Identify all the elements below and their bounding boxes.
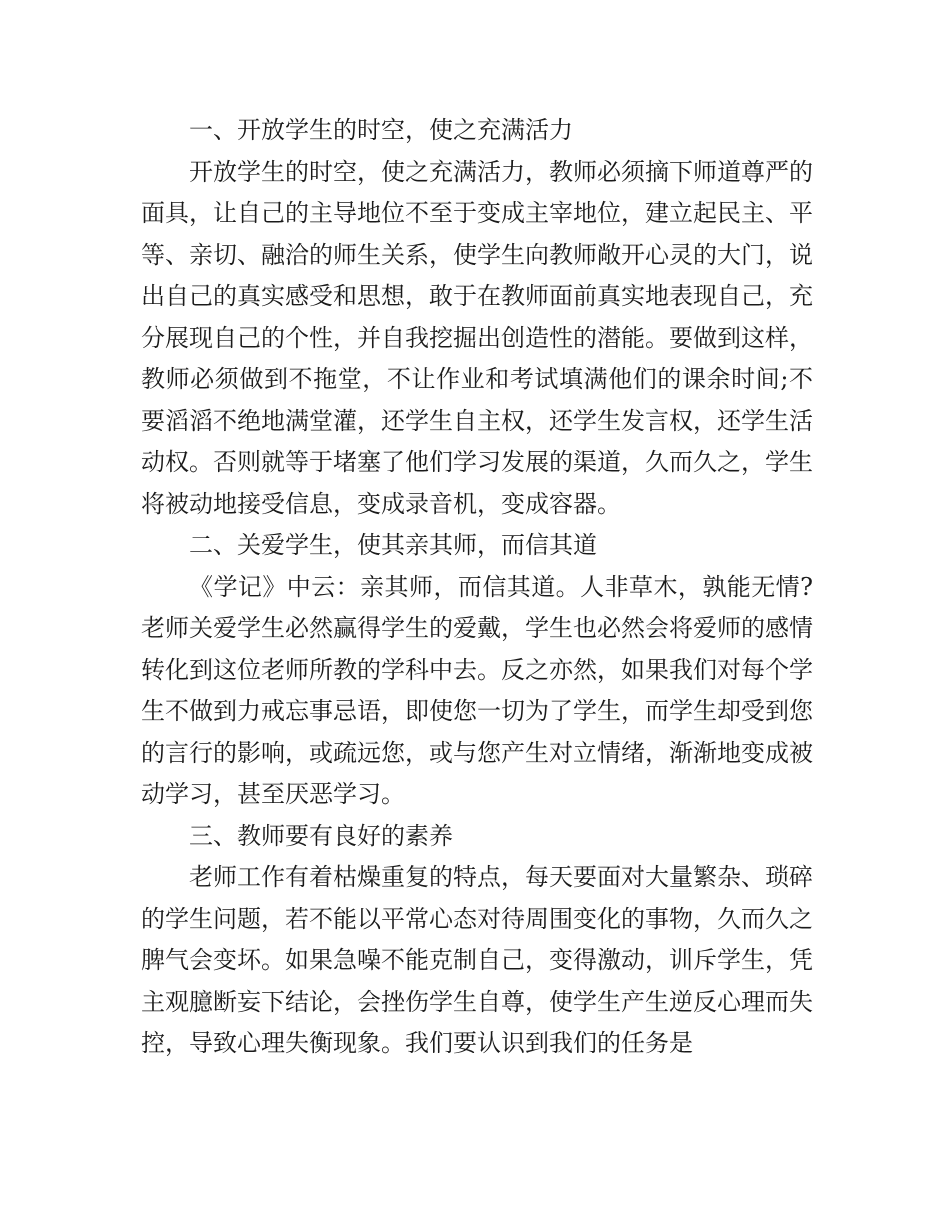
section-heading: 一、开放学生的时空，使之充满活力 — [189, 116, 573, 144]
section-paragraph: 老师工作有着枯燥重复的特点，每天要面对大量繁杂、琐碎的学生问题，若不能以平常心态对待周围变化的事物，久而久之脾气会变坏。如果急噪不能克制自己，变得激动，训斥学生，凭主观臆断妄下结论，会挫伤学生自尊，使学生产生逆反心理而失控，导致心理失衡现象。我们要认识到我们的任务是 — [141, 863, 813, 1057]
section-heading: 二、关爱学生，使其亲其师，而信其道 — [189, 531, 597, 559]
section-paragraph: 开放学生的时空，使之充满活力，教师必须摘下师道尊严的面具，让自己的主导地位不至于变成主宰地位，建立起民主、平等、亲切、融洽的师生关系，使学生向教师敞开心灵的大门，说出自己的真实感受和思想，敢于在教师面前真实地表现自己，充分展现自己的个性，并自我挖掘出创造性的潜能。要做到这样，教师必须做到不拖堂，不让作业和考试填满他们的课余时间;不要滔滔不绝地满堂灌，还学生自主权，还学生发言权，还学生活动权。否则就等于堵塞了他们学习发展的渠道，久而久之，学生将被动地接受信息，变成录音机，变成容器。 — [141, 157, 813, 518]
section-paragraph: 《学记》中云：亲其师，而信其道。人非草木，孰能无情?老师关爱学生必然赢得学生的爱戴，学生也必然会将爱师的感情转化到这位老师所教的学科中去。反之亦然，如果我们对每个学生不做到力戒忘事忌语，即使您一切为了学生，而学生却受到您的言行的影响，或疏远您，或与您产生对立情绪，渐渐地变成被动学习，甚至厌恶学习。 — [141, 572, 813, 808]
section-heading: 三、教师要有良好的素养 — [189, 821, 453, 850]
document-body — [141, 110, 813, 1065]
